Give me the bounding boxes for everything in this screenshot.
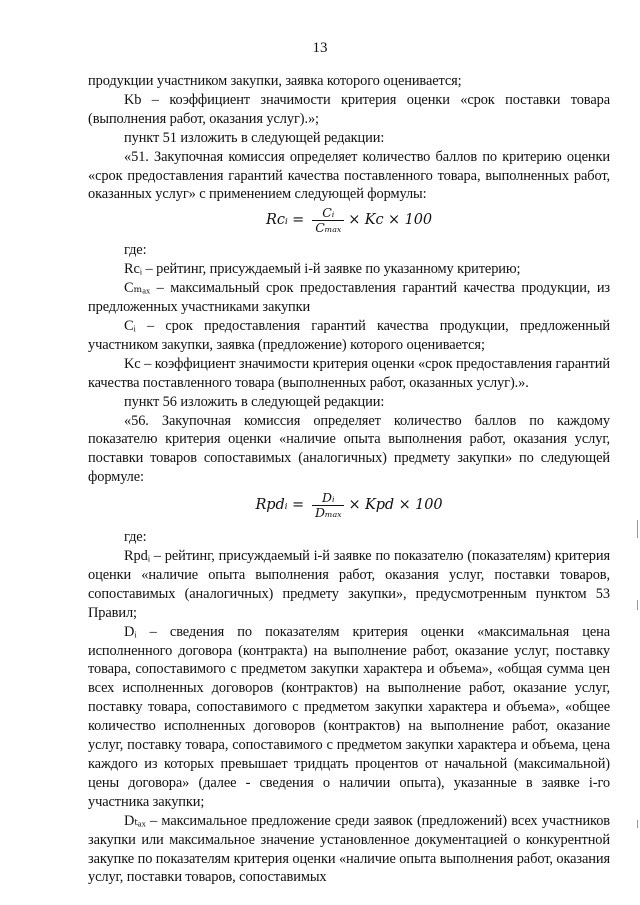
paragraph: Cᵢ – срок предоставления гарантий качества продукции, предложенный участником закупки, заявка (предложение) которого оценивается; xyxy=(88,317,610,353)
formula-lhs: Rcᵢ = xyxy=(266,212,305,229)
paragraph: Rcᵢ – рейтинг, присуждаемый i-й заявке по указанному критерию; xyxy=(124,261,521,278)
formula-denominator: Cₘₐₓ xyxy=(315,220,342,236)
paragraph: где: xyxy=(124,529,147,546)
paragraph: где: xyxy=(124,242,147,259)
page-number: 13 xyxy=(312,40,328,56)
paragraph: Dₜₐₓ – максимальное предложение среди заявок (предложений) всех участников закупки или максимальное значение установленное документацией о конкурентной закупке по показателям критерия оценки «наличие опыта выполнения работ, оказания услуг, поставки товаров, сопоставимых xyxy=(88,812,610,886)
formula-denominator: Dₘₐₓ xyxy=(315,505,342,521)
formula-lhs: Rpdᵢ = xyxy=(255,497,305,514)
scan-margin-mark xyxy=(637,600,638,610)
formula-rhs: × Kpd × 100 xyxy=(348,497,443,514)
paragraph: Cₘₐₓ – максимальный срок предоставления гарантий качества продукции, из предложенных участниками закупки xyxy=(88,280,610,316)
formula-numerator: Cᵢ xyxy=(322,205,335,221)
paragraph: пункт 51 изложить в следующей редакции: xyxy=(124,129,385,146)
document-body xyxy=(88,72,610,887)
paragraph: пункт 56 изложить в следующей редакции: xyxy=(124,393,385,410)
paragraph: Dᵢ – сведения по показателям критерия оценки «максимальная цена исполненного договора (контракта) на выполнение работ, оказание услуг, поставку товара, сопоставимого с предметом закупки характера и объема», «общая сумма цен всех исполненных договоров (контрактов) на выполнение работ, оказание услуг, поставку товара, сопоставимого с предметом закупки характера и объема», «общее количество исполненных договоров (контрактов) на выполнение работ, оказание услуг, поставку товара, сопоставимого с предметом закупки характера и объема, цена каждого из которых превышает тридцать процентов от начальной (максимальной) цены договора» (далее - сведения о наличии опыта), указанные в заявке i-го участника закупки; xyxy=(88,623,610,810)
paragraph: Kb – коэффициент значимости критерия оценки «срок поставки товара (выполнения работ, оказания услуг).»; xyxy=(88,91,610,127)
paragraph: «56. Закупочная комиссия определяет количество баллов по каждому показателю критерия оценки «наличие опыта выполнения работ, оказания услуг, поставки товаров сопоставимых (аналогичных) предмету закупки» по следующей формуле: xyxy=(88,412,610,486)
paragraph: «51. Закупочная комиссия определяет количество баллов по критерию оценки «срок предоставления гарантий качества поставленного товара, выполненных работ, оказанных услуг» с применением следующей формулы: xyxy=(88,148,610,203)
scan-margin-mark xyxy=(637,820,638,828)
paragraph: продукции участником закупки, заявка которого оценивается; xyxy=(88,73,462,89)
scan-margin-mark xyxy=(637,520,638,538)
formula-rhs: × Kc × 100 xyxy=(348,212,432,229)
formula-rpd xyxy=(88,491,610,520)
formula-numerator: Dᵢ xyxy=(322,490,335,506)
paragraph: Kc – коэффициент значимости критерия оценки «срок предоставления гарантий качества поставленного товара (выполненных работ, оказанных услуг).». xyxy=(88,355,610,391)
formula-rc xyxy=(88,206,610,235)
formula-fraction xyxy=(312,206,344,235)
formula-fraction xyxy=(312,491,344,520)
paragraph: Rpdᵢ – рейтинг, присуждаемый i-й заявке по показателю (показателям) критерия оценки «наличие опыта выполнения работ, оказания услуг, поставки товаров, сопоставимых (аналогичных) предмету закупки», предусмотренным пунктом 53 Правил; xyxy=(88,548,610,621)
